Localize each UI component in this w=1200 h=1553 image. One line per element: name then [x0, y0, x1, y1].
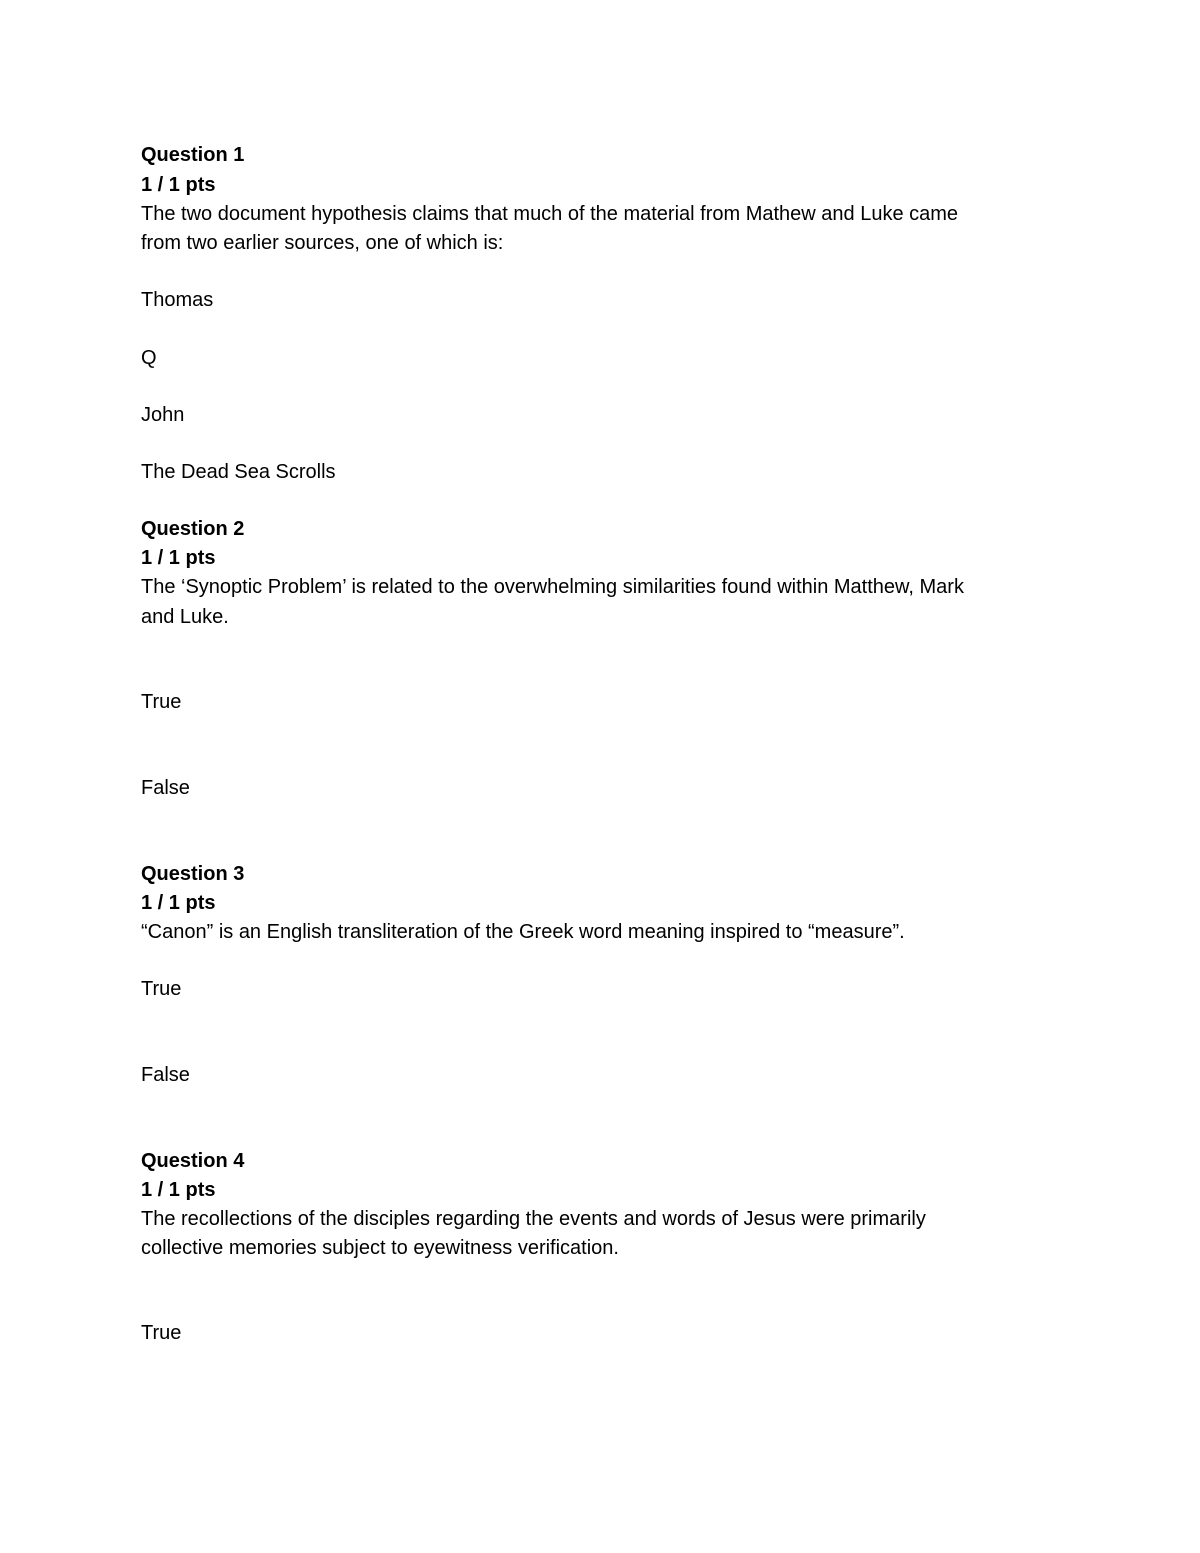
question-2-text-line-1: The ‘Synoptic Problem’ is related to the overwhelming similarities found within Matthew, Mark [141, 576, 964, 598]
question-2-points: 1 / 1 pts [141, 547, 216, 569]
question-2-title: Question 2 [141, 518, 245, 540]
question-4-title: Question 4 [141, 1150, 245, 1172]
question-3-title: Question 3 [141, 863, 245, 885]
question-1-option-john[interactable]: John [141, 404, 185, 426]
question-3-option-true[interactable]: True [141, 978, 182, 1000]
question-1-text-line-1: The two document hypothesis claims that much of the material from Mathew and Luke came [141, 203, 959, 225]
question-1-text-line-2: from two earlier sources, one of which is: [141, 232, 504, 254]
question-2-option-true[interactable]: True [141, 691, 182, 713]
question-3-option-false[interactable]: False [141, 1064, 190, 1086]
question-4-points: 1 / 1 pts [141, 1179, 216, 1201]
question-4-text-line-1: The recollections of the disciples regarding the events and words of Jesus were primarily [141, 1208, 926, 1230]
question-4-text-line-2: collective memories subject to eyewitness verification. [141, 1237, 619, 1259]
question-2-text-line-2: and Luke. [141, 606, 229, 628]
question-4-option-true[interactable]: True [141, 1322, 182, 1344]
question-1-option-thomas[interactable]: Thomas [141, 289, 214, 311]
question-1-option-dead-sea-scrolls[interactable]: The Dead Sea Scrolls [141, 461, 336, 483]
question-1-points: 1 / 1 pts [141, 174, 216, 196]
question-1-title: Question 1 [141, 144, 245, 166]
question-1-option-q[interactable]: Q [141, 347, 157, 369]
question-3-points: 1 / 1 pts [141, 892, 216, 914]
question-2-option-false[interactable]: False [141, 777, 190, 799]
question-3-text-line-1: “Canon” is an English transliteration of the Greek word meaning inspired to “measure”. [141, 921, 905, 943]
